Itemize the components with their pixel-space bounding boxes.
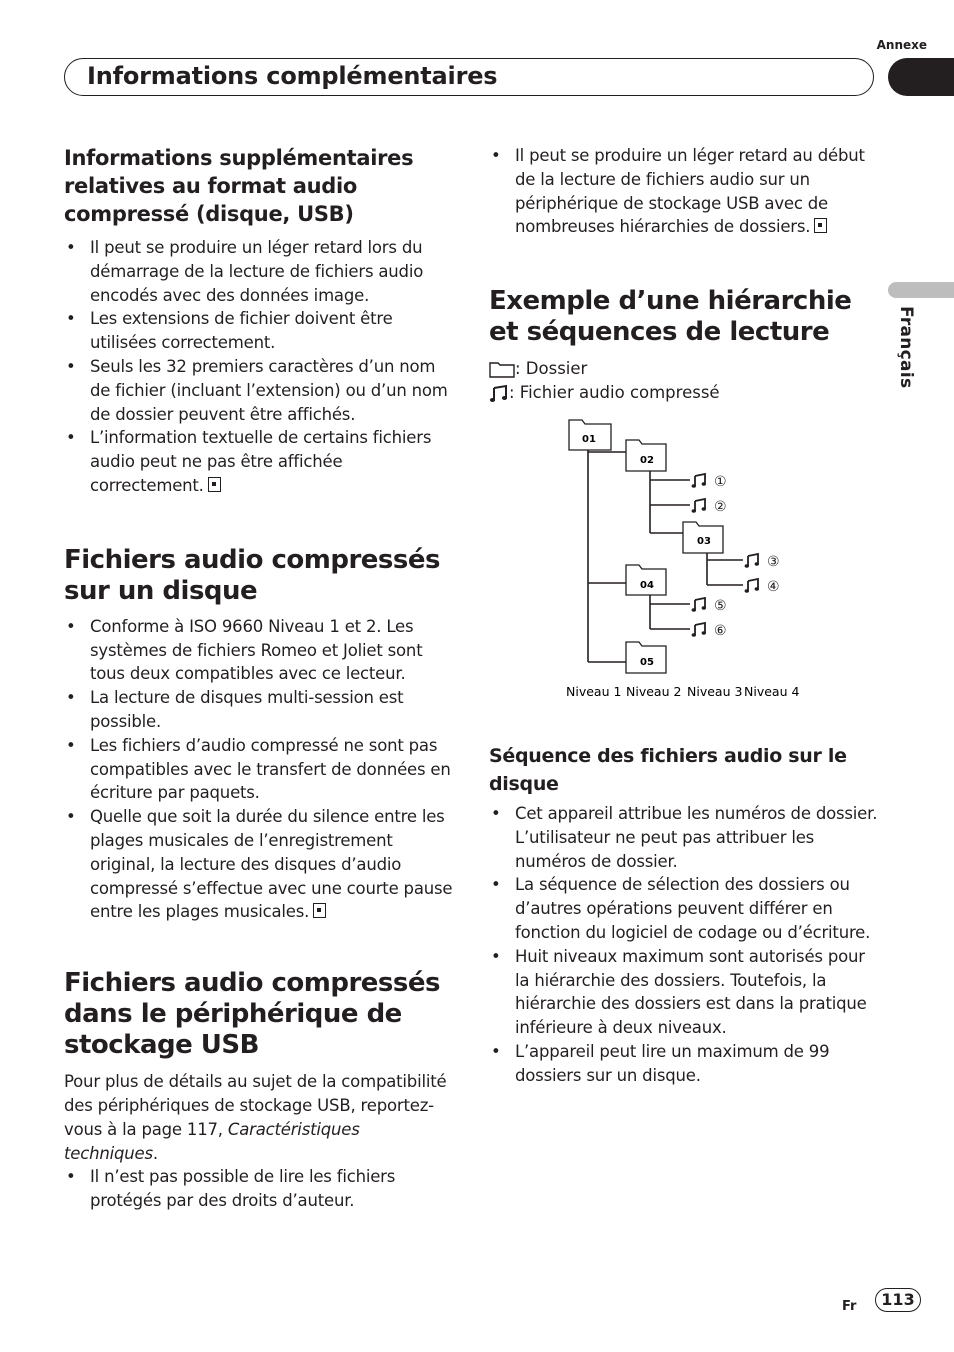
language-tab-marker	[888, 282, 954, 298]
usb-intro-reference-link[interactable]: Caractéristiques techniques	[64, 1119, 360, 1163]
section-title-sequence: Séquence des fichiers audio sur le disque	[489, 745, 847, 795]
usb-intro	[64, 1070, 456, 1165]
list-item: • L’appareil peut lire un maximum de 99 dossiers sur un disque.	[489, 1040, 881, 1088]
section-title-disc: Fichiers audio compressés sur un disque	[64, 544, 440, 606]
music-note-icon	[692, 499, 706, 513]
right-column	[489, 144, 881, 405]
list-item: • Seuls les 32 premiers caractères d’un nom de fichier (incluant l’extension) ou d’un nom de dossier peuvent être affichés.	[64, 355, 456, 426]
level-label: Niveau 4	[744, 684, 800, 699]
end-mark-icon	[208, 477, 221, 492]
usb-intro-text: Pour plus de détails au sujet de la compatibilité des périphériques de stockage USB, reportez-vous à la page 117,	[64, 1072, 447, 1139]
file-number: ⑤	[714, 598, 727, 614]
language-tab-label: Français	[896, 306, 916, 389]
list-item: • Conforme à ISO 9660 Niveau 1 et 2. Les systèmes de fichiers Romeo et Joliet sont tous deux compatibles avec ce lecteur.	[64, 615, 456, 686]
folder-label: 05	[640, 657, 654, 668]
list-item	[489, 144, 881, 239]
music-note-icon	[692, 598, 706, 612]
file-number: ④	[767, 579, 780, 595]
level-label: Niveau 1	[566, 684, 622, 699]
file-number: ③	[767, 554, 780, 570]
legend-folder-text: : Dossier	[515, 359, 588, 379]
section-header	[64, 58, 874, 96]
list-item-text: Il peut se produire un léger retard au début de la lecture de fichiers audio sur un périphérique de stockage USB avec de nombreuses hiérarchies de dossiers.	[515, 146, 865, 237]
section-title-hierarchy: Exemple d’une hiérarchie et séquences de lecture	[489, 286, 852, 348]
list-item	[64, 426, 456, 497]
folder-label: 02	[640, 455, 654, 466]
usb-list	[64, 1165, 456, 1213]
end-mark-icon	[313, 903, 326, 918]
legend-file	[489, 381, 881, 405]
list-item-text: L’information textuelle de certains fichiers audio peut ne pas être affichée correctement.	[90, 428, 432, 495]
list-item: • Les fichiers d’audio compressé ne sont pas compatibles avec le transfert de données en écriture par paquets.	[64, 734, 456, 805]
disc-list	[64, 615, 456, 924]
file-number: ⑥	[714, 623, 727, 639]
hierarchy-diagram	[560, 415, 820, 705]
level-label: Niveau 3	[687, 684, 743, 699]
list-item: • Les extensions de fichier doivent être utilisées correctement.	[64, 307, 456, 355]
folder-icon	[489, 360, 515, 378]
left-column	[64, 144, 456, 1213]
footer-language-code: Fr	[842, 1299, 857, 1314]
music-note-icon	[692, 474, 706, 488]
folder-label: 04	[640, 580, 654, 591]
folder-label: 01	[582, 434, 596, 445]
page-number: 113	[875, 1288, 921, 1312]
level-label: Niveau 2	[626, 684, 682, 699]
sequence-section	[489, 742, 881, 1088]
list-item	[64, 805, 456, 924]
list-item: • La lecture de disques multi-session est possible.	[64, 686, 456, 734]
music-note-icon	[745, 554, 759, 568]
usb-delay-list	[489, 144, 881, 239]
legend-folder	[489, 357, 881, 381]
chapter-tab	[888, 58, 954, 96]
supplementary-list	[64, 236, 456, 498]
list-item: • Il n’est pas possible de lire les fichiers protégés par des droits d’auteur.	[64, 1165, 456, 1213]
list-item: • Il peut se produire un léger retard lors du démarrage de la lecture de fichiers audio encodés avec des données image.	[64, 236, 456, 307]
list-item: • Huit niveaux maximum sont autorisés pour la hiérarchie des dossiers. Toutefois, la hiérarchie des dossiers est dans la pratique inférieure à deux niveaux.	[489, 945, 881, 1040]
section-title-usb: Fichiers audio compressés dans le périphérique de stockage USB	[64, 968, 440, 1061]
file-number: ①	[714, 474, 727, 490]
annexe-label: Annexe	[876, 38, 927, 52]
list-item: • La séquence de sélection des dossiers ou d’autres opérations peuvent différer en fonction du logiciel de codage ou d’écriture.	[489, 873, 881, 944]
music-note-icon	[489, 383, 509, 403]
folder-label: 03	[697, 536, 711, 547]
legend-file-text: : Fichier audio compressé	[509, 383, 720, 403]
list-item: • Cet appareil attribue les numéros de dossier. L’utilisateur ne peut pas attribuer les numéros de dossier.	[489, 802, 881, 873]
section-title-supplementary: Informations supplémentaires relatives au format audio compressé (disque, USB)	[64, 146, 414, 226]
end-mark-icon	[814, 218, 827, 233]
file-number: ②	[714, 499, 727, 515]
music-note-icon	[745, 579, 759, 593]
usb-intro-end: .	[152, 1143, 158, 1163]
music-note-icon	[692, 623, 706, 637]
sequence-list	[489, 802, 881, 1088]
list-item-text: Quelle que soit la durée du silence entre les plages musicales de l’enregistrement original, la lecture des disques d’audio compressé s’effectue avec une courte pause entre les plages musicales.	[90, 807, 453, 922]
page-title: Informations complémentaires	[87, 62, 498, 90]
legend	[489, 357, 881, 405]
